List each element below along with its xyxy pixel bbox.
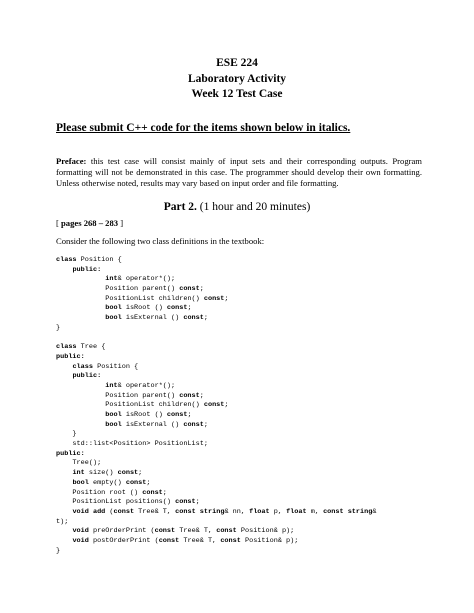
code-text: Position& p); bbox=[236, 527, 295, 536]
code-text: & nn, bbox=[224, 507, 250, 516]
code-line bbox=[56, 314, 436, 324]
code-text: ; bbox=[146, 478, 151, 487]
code-text: ; bbox=[224, 401, 229, 410]
code-line bbox=[56, 459, 436, 469]
code-keyword: bool bbox=[72, 478, 89, 487]
preface-paragraph bbox=[56, 156, 422, 190]
code-line bbox=[56, 295, 436, 305]
code-text: Tree(); bbox=[56, 459, 102, 468]
part-heading bbox=[0, 201, 474, 213]
part-duration: (1 hour and 20 minutes) bbox=[196, 201, 311, 213]
page-range bbox=[56, 218, 123, 228]
code-keyword: const bbox=[166, 304, 188, 313]
code-text: isExternal () bbox=[121, 420, 184, 429]
code-text: & operator*(); bbox=[117, 381, 176, 390]
code-text bbox=[56, 479, 72, 487]
code-keyword: float bbox=[249, 507, 270, 516]
code-text: std::list<Position> PositionList; bbox=[56, 440, 208, 449]
code-keyword: const bbox=[125, 478, 147, 487]
code-text: ; bbox=[162, 488, 167, 497]
code-text: ; bbox=[187, 411, 192, 419]
code-text: ; bbox=[224, 294, 229, 303]
code-line bbox=[56, 498, 436, 508]
code-text: } bbox=[56, 546, 61, 555]
page-range-open: [ bbox=[56, 218, 62, 228]
code-line bbox=[56, 343, 436, 353]
code-text bbox=[56, 382, 105, 390]
code-text bbox=[56, 411, 105, 419]
code-keyword: const string bbox=[175, 507, 225, 516]
code-keyword: bool bbox=[105, 411, 122, 419]
code-text: Position parent() bbox=[56, 391, 180, 400]
code-line bbox=[56, 537, 436, 547]
code-keyword: const bbox=[203, 294, 225, 303]
code-keyword: const bbox=[142, 488, 163, 497]
code-keyword: void bbox=[72, 527, 89, 536]
title-block bbox=[0, 56, 474, 103]
code-text bbox=[56, 469, 72, 477]
code-text: Tree& T, bbox=[179, 536, 221, 545]
code-line bbox=[56, 479, 436, 489]
code-text: ; bbox=[138, 469, 143, 478]
code-line bbox=[56, 353, 436, 363]
code-line bbox=[56, 363, 436, 373]
code-text: ; bbox=[203, 314, 208, 323]
code-keyword: bool bbox=[105, 420, 122, 429]
code-text: & bbox=[372, 507, 377, 516]
code-text: isRoot () bbox=[121, 411, 167, 419]
code-keyword: const bbox=[113, 507, 135, 516]
code-listing bbox=[56, 256, 436, 556]
code-keyword: const bbox=[203, 401, 225, 410]
code-keyword: public: bbox=[72, 265, 102, 274]
code-text bbox=[56, 275, 105, 283]
code-text: empty() bbox=[88, 478, 126, 487]
code-text: } bbox=[56, 430, 77, 439]
code-text bbox=[56, 372, 72, 380]
code-text: Tree& T, bbox=[134, 507, 176, 516]
code-keyword: const bbox=[154, 527, 176, 536]
code-line bbox=[56, 372, 436, 382]
code-line bbox=[56, 469, 436, 479]
code-text: p, bbox=[269, 507, 287, 516]
code-keyword: bool bbox=[105, 314, 122, 323]
code-text bbox=[56, 363, 72, 371]
code-keyword: public: bbox=[56, 449, 85, 458]
code-text: PositionList positions() bbox=[56, 498, 176, 507]
code-text: PositionList children() bbox=[56, 294, 204, 303]
code-text: t); bbox=[56, 517, 69, 526]
code-keyword: const bbox=[183, 314, 204, 323]
code-keyword: void add bbox=[72, 507, 106, 516]
code-keyword: class bbox=[56, 256, 77, 264]
code-text bbox=[56, 527, 72, 535]
part-label: Part 2. bbox=[163, 201, 197, 213]
code-text bbox=[56, 304, 105, 312]
code-keyword: const bbox=[220, 536, 241, 545]
code-text: & operator*(); bbox=[117, 275, 176, 284]
code-text: Position& p); bbox=[240, 536, 299, 545]
code-keyword: class bbox=[72, 362, 93, 371]
code-text: } bbox=[56, 323, 61, 332]
code-text bbox=[56, 314, 105, 322]
code-line bbox=[56, 527, 436, 537]
code-line bbox=[56, 401, 436, 411]
code-keyword: int bbox=[105, 381, 118, 390]
code-line bbox=[56, 440, 436, 450]
code-line bbox=[56, 256, 436, 266]
code-line bbox=[56, 411, 436, 421]
code-text: PositionList children() bbox=[56, 401, 204, 410]
preface-text: this test case will consist mainly of input sets and their corresponding outputs. Program formatting will not be demonstrated in this case. The programmer should develop their own formatting. Unless otherwise noted, results may vary based on input order and file formatting. bbox=[56, 156, 422, 189]
activity-title: Laboratory Activity bbox=[187, 72, 287, 85]
code-line bbox=[56, 285, 436, 295]
code-keyword: const bbox=[158, 536, 180, 545]
code-text: ; bbox=[187, 304, 192, 313]
code-text: postOrderPrint ( bbox=[88, 536, 159, 545]
course-code: ESE 224 bbox=[216, 57, 258, 69]
code-text: isExternal () bbox=[121, 314, 184, 323]
code-line bbox=[56, 421, 436, 431]
code-text bbox=[56, 508, 72, 516]
page-range-label: pages 268 – 283 bbox=[61, 218, 119, 228]
code-line bbox=[56, 489, 436, 499]
code-keyword: const bbox=[183, 420, 204, 429]
code-text: m, bbox=[306, 507, 324, 516]
code-text: size() bbox=[84, 469, 118, 478]
code-line bbox=[56, 334, 436, 344]
code-line bbox=[56, 450, 436, 460]
code-line bbox=[56, 392, 436, 402]
code-text: Position { bbox=[76, 256, 122, 264]
code-keyword: int bbox=[105, 275, 118, 284]
preface-label: Preface: bbox=[56, 156, 87, 166]
code-text: Tree& T, bbox=[175, 527, 217, 536]
code-text: preOrderPrint ( bbox=[88, 527, 155, 536]
code-keyword: public: bbox=[56, 352, 85, 361]
code-keyword: int bbox=[72, 469, 85, 478]
code-line bbox=[56, 266, 436, 276]
code-line bbox=[56, 508, 436, 518]
code-keyword: bool bbox=[105, 304, 122, 313]
code-line bbox=[56, 547, 436, 557]
code-text bbox=[56, 537, 72, 545]
code-keyword: class bbox=[56, 343, 77, 352]
code-keyword: const bbox=[216, 527, 237, 536]
code-keyword: const string bbox=[323, 507, 373, 516]
code-line bbox=[56, 430, 436, 440]
code-text: ; bbox=[203, 420, 208, 429]
code-text: isRoot () bbox=[121, 304, 167, 313]
code-line bbox=[56, 275, 436, 285]
code-keyword: const bbox=[175, 498, 196, 507]
code-keyword: float bbox=[286, 507, 307, 516]
code-text: Position { bbox=[92, 362, 139, 371]
code-keyword: const bbox=[166, 411, 188, 419]
consider-text: Consider the following two class definitions in the textbook: bbox=[56, 236, 265, 246]
code-line bbox=[56, 304, 436, 314]
code-keyword: public: bbox=[72, 372, 102, 381]
code-keyword: void bbox=[72, 536, 89, 545]
code-keyword: const bbox=[117, 469, 139, 478]
code-text: ; bbox=[199, 285, 204, 294]
code-keyword: const bbox=[179, 285, 200, 294]
code-line bbox=[56, 518, 436, 528]
code-text bbox=[56, 421, 105, 429]
code-text: ; bbox=[195, 498, 200, 507]
code-text: ; bbox=[199, 391, 204, 400]
code-text bbox=[56, 266, 72, 274]
week-title: Week 12 Test Case bbox=[191, 88, 283, 100]
page-range-close: ] bbox=[118, 218, 124, 228]
code-text: ( bbox=[105, 507, 114, 516]
code-text: Position parent() bbox=[56, 285, 180, 294]
code-text: Position root () bbox=[56, 488, 143, 497]
code-keyword: const bbox=[179, 391, 200, 400]
submission-instruction: Please submit C++ code for the items shown below in italics. bbox=[56, 122, 351, 134]
code-line bbox=[56, 382, 436, 392]
code-line bbox=[56, 324, 436, 334]
code-text: Tree { bbox=[76, 343, 106, 352]
